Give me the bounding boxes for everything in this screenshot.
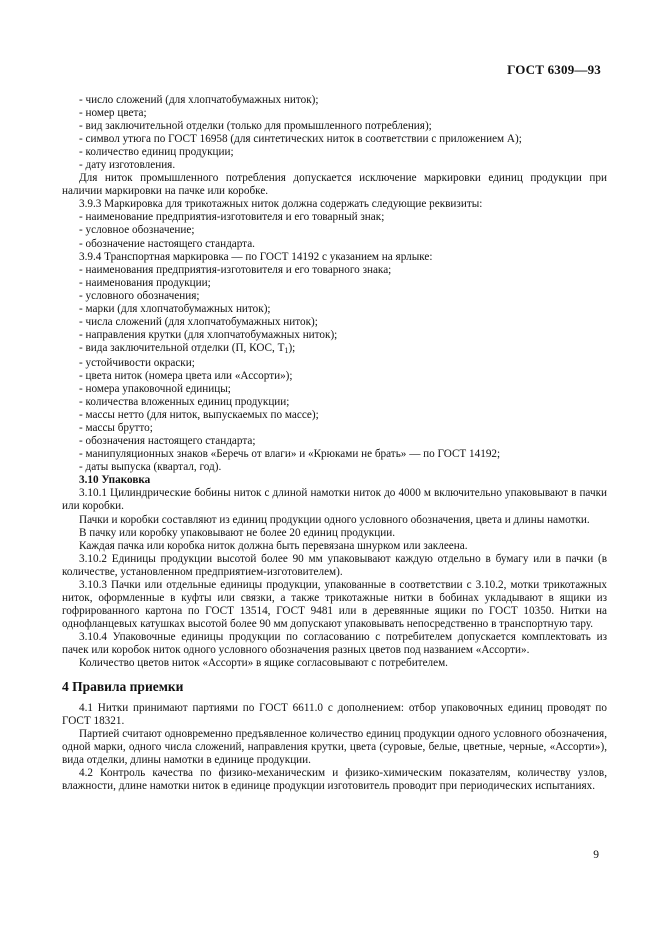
list-item: - даты выпуска (квартал, год). [79, 461, 222, 474]
list-item: - число сложений (для хлопчатобумажных ниток); [79, 94, 319, 106]
list-item: - манипуляционных знаков «Беречь от влаги» и «Крюками не брать» — по ГОСТ 14192; [79, 448, 501, 461]
subscript: 1 [284, 345, 289, 355]
list-item: - символ утюга по ГОСТ 16958 (для синтетических ниток в соответствии с приложением А); [79, 133, 522, 146]
list-item: - направления крутки (для хлопчатобумажных ниток); [79, 328, 338, 341]
subsection-heading-3-10: 3.10 Упаковка [79, 474, 151, 487]
paragraph: В пачку или коробку упаковывают не более 20 единиц продукции. [79, 526, 395, 539]
page-number: 9 [593, 849, 599, 861]
clause-3-9-3: 3.9.3 Маркировка для трикотажных ниток должна содержать следующие реквизиты: [79, 198, 483, 211]
paragraph: Каждая пачка или коробка ниток должна быть перевязана шнурком или заклеена. [79, 539, 468, 552]
document-body [62, 94, 607, 793]
clause-4-1: 4.1 Нитки принимают партиями по ГОСТ 6611.0 с дополнением: отбор упаковочных единиц проводят по ГОСТ 18321. [62, 702, 607, 728]
list-item [62, 342, 607, 357]
paragraph: Партией считают одновременно предъявленное количество единиц продукции одного условного обозначения, одной марки, одного числа сложений, направления крутки, цвета (суровые, белые, цветные, черные, «Ассорти»), вида отделки, длины намотки в единице продукции. [62, 728, 607, 767]
list-item: - наименования предприятия-изготовителя и его товарного знака; [79, 263, 392, 276]
list-item: - дату изготовления. [79, 159, 176, 172]
paragraph: Количество цветов ниток «Ассорти» в ящике согласовывают с потребителем. [79, 657, 448, 670]
list-item: - устойчивости окраски; [79, 356, 195, 369]
list-item-text-end: ); [288, 341, 296, 354]
list-item: - обозначения настоящего стандарта; [79, 435, 256, 448]
clause-3-10-2: 3.10.2 Единицы продукции высотой более 90 мм упаковывают каждую отдельно в бумагу или в пачки (в количестве, установленном предприятием-изготовителем). [62, 552, 607, 578]
list-item: - количества вложенных единиц продукции; [79, 396, 290, 409]
list-item: - наименование предприятия-изготовителя и его товарный знак; [79, 211, 385, 224]
paragraph: Для ниток промышленного потребления допускается исключение маркировки единиц продукции при наличии маркировки на пачке или коробке. [62, 172, 607, 198]
list-item-text: - вида заключительной отделки (П, КОС, Т [79, 341, 285, 354]
clause-3-10-3: 3.10.3 Пачки или отдельные единицы продукции, упакованные в соответствии с 3.10.2, мотки трикотажных ниток, оформленные в куфты или связки, а также трикотажные нитки в бобинах укладывают в ящики из гофрированного картона по ГОСТ 13514, ГОСТ 9481 или в деревянные ящики по ГОСТ 10350. Нитки на однофланцевых катушках высотой более 90 мм допускают упаковывать непосредственно в транспортную тару. [62, 578, 607, 630]
list-item: - номер цвета; [79, 107, 147, 120]
paragraph: Пачки и коробки составляют из единиц продукции одного условного обозначения, цвета и длины намотки. [79, 513, 590, 526]
list-item: - массы нетто (для ниток, выпускаемых по массе); [79, 409, 319, 422]
list-item: - условного обозначения; [79, 289, 200, 302]
list-item: - числа сложений (для хлопчатобумажных ниток); [79, 315, 318, 328]
section-heading-4: 4 Правила приемки [62, 679, 184, 695]
list-item: - наименования продукции; [79, 276, 211, 289]
list-item: - вид заключительной отделки (только для промышленного потребления); [79, 120, 432, 133]
list-item: - марки (для хлопчатобумажных ниток); [79, 302, 271, 315]
clause-3-10-4: 3.10.4 Упаковочные единицы продукции по согласованию с потребителем допускается комплектовать из пачек или коробок ниток одного условного обозначения разных цветов под названием «Ассорти». [62, 630, 607, 656]
list-item: - номера упаковочной единицы; [79, 383, 231, 396]
clause-4-2: 4.2 Контроль качества по физико-механическим и физико-химическим показателям, количеству узлов, влажности, длине намотки ниток в единице продукции изготовитель проводит при периодических испытаниях. [62, 767, 607, 793]
list-item: - цвета ниток (номера цвета или «Ассорти»); [79, 369, 293, 382]
list-item: - обозначение настоящего стандарта. [79, 237, 255, 250]
clause-3-9-4: 3.9.4 Транспортная маркировка — по ГОСТ 14192 с указанием на ярлыке: [79, 250, 433, 263]
document-code: ГОСТ 6309—93 [507, 62, 601, 77]
clause-3-10-1: 3.10.1 Цилиндрические бобины ниток с длиной намотки ниток до 4000 м включительно упаковывают в пачки или коробки. [62, 487, 607, 513]
list-item: - количество единиц продукции; [79, 146, 234, 159]
list-item: - массы брутто; [79, 422, 153, 435]
list-item: - условное обозначение; [79, 224, 195, 237]
